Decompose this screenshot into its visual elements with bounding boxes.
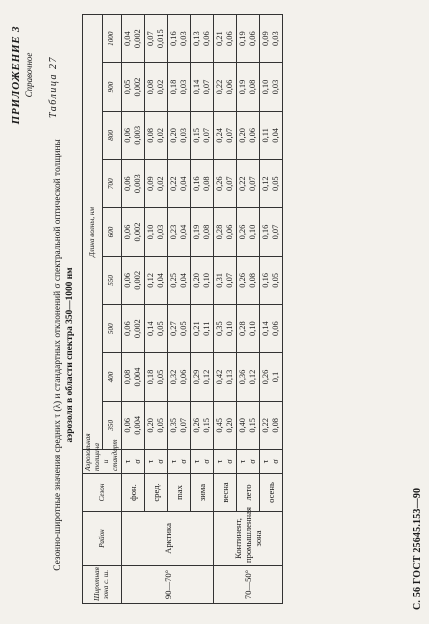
cell-tau-value: 0,12	[146, 273, 155, 288]
cell-value	[168, 111, 191, 159]
table-title	[52, 102, 76, 608]
cell-sigma-value: 0,02	[156, 128, 165, 143]
cell-tau-value: 0,24	[215, 128, 224, 143]
cell-tau-value: 0,10	[146, 224, 155, 240]
data-table	[82, 14, 283, 604]
cell-season: зима	[191, 474, 214, 512]
cell-tau-value: 0,14	[261, 321, 270, 337]
cell-stat-symbols	[122, 450, 145, 474]
cell-tau-value: 0,19	[238, 79, 247, 95]
cell-value	[237, 353, 260, 401]
cell-sigma-value: 0,04	[179, 273, 188, 288]
header-wavelength-400: 400	[102, 353, 122, 401]
cell-value	[145, 15, 168, 63]
cell-value	[260, 208, 283, 256]
cell-value	[168, 208, 191, 256]
cell-tau-value: 0,06	[123, 321, 132, 337]
sigma-symbol: σ	[271, 459, 280, 464]
cell-sigma-value: 0,07	[202, 79, 211, 95]
cell-tau-value: 0,26	[238, 273, 247, 288]
cell-tau-value: 0,28	[215, 224, 224, 240]
cell-value	[260, 15, 283, 63]
cell-sigma-value: 0,08	[202, 224, 211, 240]
cell-tau-value: 0,14	[192, 79, 201, 95]
cell-value	[260, 160, 283, 208]
cell-sigma-value: 0,15	[248, 418, 257, 433]
cell-sigma-value: 0,03	[179, 128, 188, 143]
cell-value	[168, 305, 191, 353]
cell-value	[122, 63, 145, 111]
tau-symbol: τ	[169, 459, 178, 464]
cell-value	[237, 63, 260, 111]
cell-sigma-value: 0,004	[133, 415, 142, 435]
appendix-title: ПРИЛОЖЕНИЕ 3	[10, 25, 22, 125]
cell-season: фон.	[122, 474, 145, 512]
cell-tau-value: 0,13	[192, 31, 201, 47]
cell-value	[237, 256, 260, 304]
tau-symbol: τ	[192, 459, 201, 464]
cell-value	[214, 401, 237, 449]
tau-symbol: τ	[238, 459, 247, 464]
header-wavelength-1000: 1000	[102, 15, 122, 63]
cell-value	[191, 15, 214, 63]
cell-value	[168, 15, 191, 63]
cell-tau-value: 0,06	[123, 128, 132, 143]
cell-sigma-value: 0,05	[271, 176, 280, 192]
cell-value	[237, 401, 260, 449]
cell-value	[214, 305, 237, 353]
header-lat: Широтная зона с. ш.	[83, 566, 122, 604]
cell-tau-value: 0,40	[238, 418, 247, 433]
cell-tau-value: 0,20	[146, 418, 155, 433]
cell-value	[168, 256, 191, 304]
cell-sigma-value: 0,07	[202, 128, 211, 143]
header-wavelength-600: 600	[102, 208, 122, 256]
cell-sigma-value: 0,10	[248, 224, 257, 240]
cell-value	[145, 160, 168, 208]
page-header: С. 56 ГОСТ 25645.153—90	[412, 487, 423, 610]
cell-sigma-value: 0,10	[248, 321, 257, 337]
cell-value	[122, 111, 145, 159]
cell-tau-value: 0,15	[192, 128, 201, 143]
cell-tau-value: 0,36	[238, 369, 247, 385]
header-season: Сезон	[83, 474, 122, 512]
cell-sigma-value: 0,06	[225, 224, 234, 240]
cell-tau-value: 0,14	[146, 321, 155, 337]
cell-value	[168, 353, 191, 401]
cell-sigma-value: 0,06	[248, 128, 257, 143]
table-body	[122, 15, 283, 604]
cell-value	[122, 305, 145, 353]
cell-tau-value: 0,22	[169, 176, 178, 192]
cell-sigma-value: 0,06	[202, 31, 211, 47]
cell-sigma-value: 0,07	[179, 418, 188, 433]
header-wavelength-700: 700	[102, 160, 122, 208]
cell-tau-value: 0,20	[169, 128, 178, 143]
cell-tau-value: 0,06	[123, 418, 132, 433]
cell-sigma-value: 0,12	[248, 369, 257, 385]
cell-region: Арктика	[122, 512, 214, 566]
cell-sigma-value: 0,02	[156, 79, 165, 95]
tau-symbol: τ	[123, 459, 132, 464]
cell-sigma-value: 0,03	[271, 79, 280, 95]
header-stat: Аэрозольная толщина и стандарт	[83, 450, 122, 474]
cell-sigma-value: 0,03	[156, 224, 165, 240]
cell-sigma-value: 0,08	[248, 273, 257, 288]
sigma-symbol: σ	[156, 459, 165, 464]
cell-stat-symbols	[145, 450, 168, 474]
cell-tau-value: 0,11	[261, 128, 270, 143]
header-wavelength-800: 800	[102, 111, 122, 159]
cell-value	[145, 353, 168, 401]
cell-sigma-value: 0,015	[156, 29, 165, 49]
cell-value	[237, 111, 260, 159]
cell-value	[122, 208, 145, 256]
cell-sigma-value: 0,03	[179, 31, 188, 47]
cell-tau-value: 0,08	[123, 369, 132, 385]
header-wavelength-500: 500	[102, 305, 122, 353]
cell-tau-value: 0,22	[261, 418, 270, 433]
cell-tau-value: 0,04	[123, 31, 132, 47]
cell-sigma-value: 0,1	[271, 371, 280, 383]
cell-sigma-value: 0,06	[225, 79, 234, 95]
sigma-symbol: σ	[248, 459, 257, 464]
cell-value	[145, 401, 168, 449]
cell-value	[191, 353, 214, 401]
cell-tau-value: 0,35	[215, 321, 224, 337]
header-wavelength-900: 900	[102, 63, 122, 111]
cell-tau-value: 0,26	[192, 418, 201, 433]
cell-sigma-value: 0,08	[271, 418, 280, 433]
cell-sigma-value: 0,04	[179, 176, 188, 192]
cell-value	[214, 160, 237, 208]
cell-tau-value: 0,08	[146, 79, 155, 95]
cell-sigma-value: 0,08	[202, 176, 211, 192]
cell-tau-value: 0,10	[261, 79, 270, 95]
cell-tau-value: 0,29	[192, 369, 201, 385]
cell-tau-value: 0,19	[238, 31, 247, 47]
cell-tau-value: 0,20	[192, 273, 201, 288]
cell-sigma-value: 0,06	[225, 31, 234, 47]
cell-value	[122, 401, 145, 449]
cell-value	[260, 256, 283, 304]
cell-stat-symbols	[214, 450, 237, 474]
cell-season: лето	[237, 474, 260, 512]
cell-sigma-value: 0,07	[271, 224, 280, 240]
cell-value	[122, 353, 145, 401]
appendix-subtitle: Справочное	[24, 52, 34, 98]
cell-value	[191, 256, 214, 304]
cell-tau-value: 0,05	[123, 79, 132, 95]
cell-tau-value: 0,18	[169, 79, 178, 95]
cell-tau-value: 0,21	[215, 31, 224, 47]
cell-value	[145, 208, 168, 256]
cell-season: весна	[214, 474, 237, 512]
cell-sigma-value: 0,004	[133, 367, 142, 387]
appendix-block	[10, 10, 34, 140]
cell-value	[237, 305, 260, 353]
table-number: Таблица 27	[48, 56, 59, 118]
cell-sigma-value: 0,04	[156, 273, 165, 288]
cell-sigma-value: 0,07	[225, 176, 234, 192]
cell-sigma-value: 0,05	[271, 273, 280, 288]
table-title-line2: аэрозоля в области спектра 350—1000 нм	[65, 267, 75, 443]
cell-value	[237, 208, 260, 256]
cell-lat: 90—70°	[122, 566, 214, 604]
cell-stat-symbols	[260, 450, 283, 474]
cell-sigma-value: 0,05	[156, 369, 165, 385]
cell-sigma-value: 0,02	[156, 176, 165, 192]
cell-tau-value: 0,16	[261, 273, 270, 288]
cell-sigma-value: 0,12	[202, 369, 211, 385]
cell-tau-value: 0,45	[215, 418, 224, 433]
cell-sigma-value: 0,002	[133, 319, 142, 339]
cell-sigma-value: 0,03	[271, 31, 280, 47]
cell-sigma-value: 0,002	[133, 29, 142, 49]
cell-season: сред.	[145, 474, 168, 512]
cell-sigma-value: 0,11	[202, 321, 211, 336]
cell-stat-symbols	[168, 450, 191, 474]
cell-sigma-value: 0,13	[225, 369, 234, 385]
cell-tau-value: 0,31	[215, 273, 224, 288]
cell-tau-value: 0,16	[169, 31, 178, 47]
cell-tau-value: 0,25	[169, 273, 178, 288]
cell-tau-value: 0,18	[146, 369, 155, 385]
cell-stat-symbols	[191, 450, 214, 474]
cell-value	[122, 256, 145, 304]
cell-sigma-value: 0,10	[225, 321, 234, 337]
cell-tau-value: 0,42	[215, 369, 224, 385]
header-wavelength-350: 350	[102, 401, 122, 449]
cell-value	[237, 15, 260, 63]
cell-value	[191, 305, 214, 353]
cell-sigma-value: 0,003	[133, 125, 142, 145]
cell-season: max	[168, 474, 191, 512]
cell-tau-value: 0,19	[192, 224, 201, 240]
cell-value	[191, 401, 214, 449]
cell-sigma-value: 0,06	[179, 369, 188, 385]
cell-tau-value: 0,16	[192, 176, 201, 192]
cell-value	[214, 63, 237, 111]
cell-value	[191, 111, 214, 159]
cell-value	[168, 63, 191, 111]
cell-tau-value: 0,06	[123, 224, 132, 240]
cell-sigma-value: 0,05	[156, 418, 165, 433]
table-header-row-1	[83, 15, 103, 604]
cell-value	[214, 208, 237, 256]
cell-stat-symbols	[237, 450, 260, 474]
cell-sigma-value: 0,003	[133, 174, 142, 194]
cell-region: Континент, промышленная зона	[214, 512, 283, 566]
cell-sigma-value: 0,08	[248, 79, 257, 95]
cell-value	[191, 208, 214, 256]
cell-value	[191, 160, 214, 208]
cell-sigma-value: 0,07	[225, 128, 234, 143]
cell-tau-value: 0,26	[261, 369, 270, 385]
tau-symbol: τ	[215, 459, 224, 464]
cell-sigma-value: 0,002	[133, 270, 142, 290]
cell-value	[145, 63, 168, 111]
cell-tau-value: 0,09	[146, 176, 155, 192]
cell-sigma-value: 0,03	[179, 79, 188, 95]
cell-value	[122, 15, 145, 63]
cell-value	[214, 256, 237, 304]
cell-sigma-value: 0,07	[248, 176, 257, 192]
cell-tau-value: 0,09	[261, 31, 270, 47]
cell-sigma-value: 0,04	[271, 128, 280, 143]
cell-tau-value: 0,08	[146, 128, 155, 143]
cell-tau-value: 0,22	[215, 79, 224, 95]
cell-tau-value: 0,27	[169, 321, 178, 337]
cell-sigma-value: 0,07	[225, 273, 234, 288]
cell-tau-value: 0,06	[123, 273, 132, 288]
cell-sigma-value: 0,06	[271, 321, 280, 337]
table-title-line1: Сезонно-широтные значения средних τ (λ) и стандартных отклонений σ спектральной оптической толщины	[53, 139, 63, 571]
table-row	[214, 15, 237, 604]
cell-value	[260, 401, 283, 449]
cell-sigma-value: 0,05	[156, 321, 165, 337]
cell-tau-value: 0,32	[169, 369, 178, 385]
cell-tau-value: 0,23	[169, 224, 178, 240]
cell-value	[168, 401, 191, 449]
cell-value	[191, 63, 214, 111]
cell-value	[214, 111, 237, 159]
tau-symbol: τ	[146, 459, 155, 464]
header-region: Район	[83, 512, 122, 566]
cell-sigma-value: 0,002	[133, 77, 142, 97]
cell-sigma-value: 0,06	[248, 31, 257, 47]
sigma-symbol: σ	[133, 459, 142, 464]
cell-value	[260, 305, 283, 353]
tau-symbol: τ	[261, 459, 270, 464]
cell-sigma-value: 0,04	[179, 224, 188, 240]
header-wavelength-550: 550	[102, 256, 122, 304]
sigma-symbol: σ	[202, 459, 211, 464]
cell-tau-value: 0,06	[123, 176, 132, 192]
cell-tau-value: 0,26	[238, 224, 247, 240]
cell-tau-value: 0,35	[169, 418, 178, 433]
cell-value	[260, 353, 283, 401]
cell-tau-value: 0,21	[192, 321, 201, 337]
cell-tau-value: 0,20	[238, 128, 247, 143]
cell-sigma-value: 0,10	[202, 273, 211, 288]
cell-value	[214, 353, 237, 401]
cell-tau-value: 0,22	[238, 176, 247, 192]
cell-value	[237, 160, 260, 208]
cell-value	[145, 256, 168, 304]
table-row	[122, 15, 145, 604]
cell-tau-value: 0,28	[238, 321, 247, 337]
sigma-symbol: σ	[179, 459, 188, 464]
cell-tau-value: 0,26	[215, 176, 224, 192]
cell-value	[145, 111, 168, 159]
cell-sigma-value: 0,15	[202, 418, 211, 433]
cell-value	[168, 160, 191, 208]
cell-lat: 70—50°	[214, 566, 283, 604]
cell-sigma-value: 0,20	[225, 418, 234, 433]
cell-value	[260, 63, 283, 111]
cell-value	[260, 111, 283, 159]
sigma-symbol: σ	[225, 459, 234, 464]
cell-tau-value: 0,16	[261, 224, 270, 240]
cell-tau-value: 0,07	[146, 31, 155, 47]
cell-season: осень	[260, 474, 283, 512]
cell-sigma-value: 0,05	[179, 321, 188, 337]
cell-tau-value: 0,12	[261, 176, 270, 192]
cell-sigma-value: 0,002	[133, 222, 142, 242]
header-wavelength: Длина волны, нм	[83, 15, 103, 450]
cell-value	[145, 305, 168, 353]
cell-value	[122, 160, 145, 208]
cell-value	[214, 15, 237, 63]
